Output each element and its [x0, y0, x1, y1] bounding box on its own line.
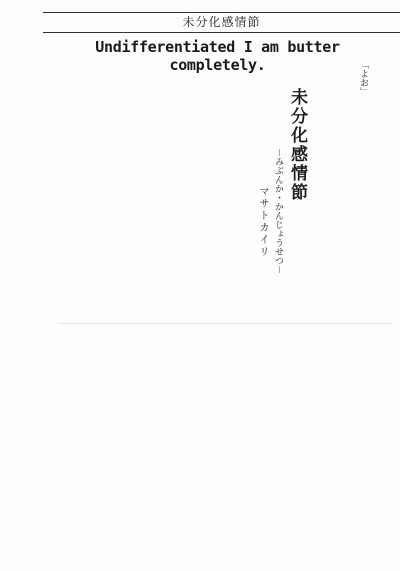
section-divider — [58, 323, 392, 324]
english-banner-title: Undifferentiated I am butter completely. — [95, 38, 340, 74]
story-title: 未分化感情節 — [287, 88, 307, 202]
opening-line-marker: 「よお」 — [358, 60, 368, 96]
header-bottom-rule — [43, 32, 400, 33]
story-title-reading: －みぶんか・かんじょうせつ－ — [273, 148, 283, 275]
author-name: マサトカイリ — [257, 186, 268, 258]
running-title: 未分化感情節 — [182, 15, 261, 29]
